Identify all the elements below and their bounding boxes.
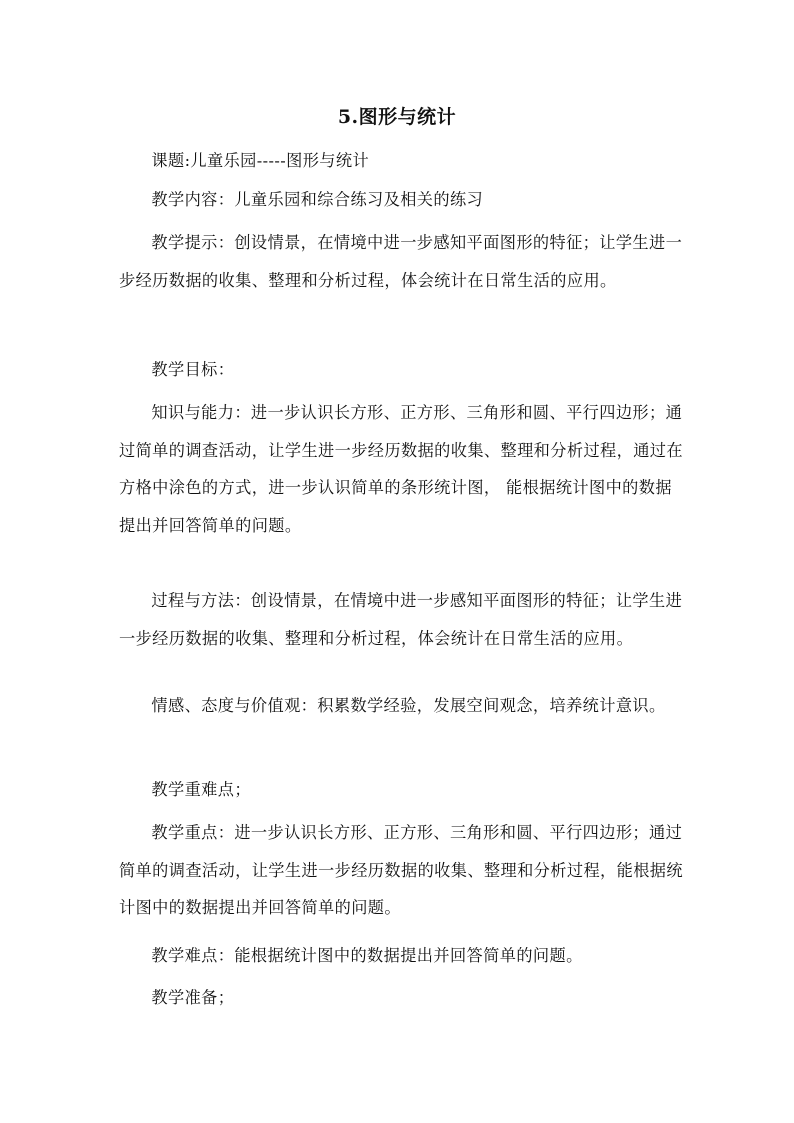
paragraph-emotion-values: 情感、态度与价值观：积累数学经验，发展空间观念，培养统计意识。 xyxy=(151,696,666,715)
paragraph-process-method: 过程与方法：创设情景，在情境中进一步感知平面图形的特征；让学生进一步经历数据的收集、整理和分析过程，体会统计在日常生活的应用。 xyxy=(119,591,683,648)
paragraph-teaching-content: 教学内容：儿童乐园和综合练习及相关的练习 xyxy=(151,190,484,209)
document-title: 5.图形与统计 xyxy=(337,106,457,128)
paragraph-knowledge-ability: 知识与能力：进一步认识长方形、正方形、三角形和圆、平行四边形；通过简单的调查活动，让学生进一步经历数据的收集、整理和分析过程，通过在方格中涂色的方式，进一步认识简单的条形统计图， 能根据统计图中的数据提出并回答简单的问题。 xyxy=(119,403,683,535)
paragraph-key-points: 教学重点：进一步认识长方形、正方形、三角形和圆、平行四边形；通过简单的调查活动，让学生进一步经历数据的收集、整理和分析过程，能根据统计图中的数据提出并回答简单的问题。 xyxy=(119,823,683,917)
paragraph-goals-heading: 教学目标： xyxy=(151,360,235,379)
paragraph-difficult-points: 教学难点：能根据统计图中的数据提出并回答简单的问题。 xyxy=(151,946,583,965)
paragraph-key-difficult-heading: 教学重难点； xyxy=(151,780,251,799)
paragraph-teaching-hint: 教学提示：创设情景，在情境中进一步感知平面图形的特征；让学生进一步经历数据的收集、整理和分析过程，体会统计在日常生活的应用。 xyxy=(119,233,683,290)
paragraph-preparation: 教学准备； xyxy=(151,988,235,1007)
paragraph-topic: 课题:儿童乐园-----图形与统计 xyxy=(151,151,370,170)
